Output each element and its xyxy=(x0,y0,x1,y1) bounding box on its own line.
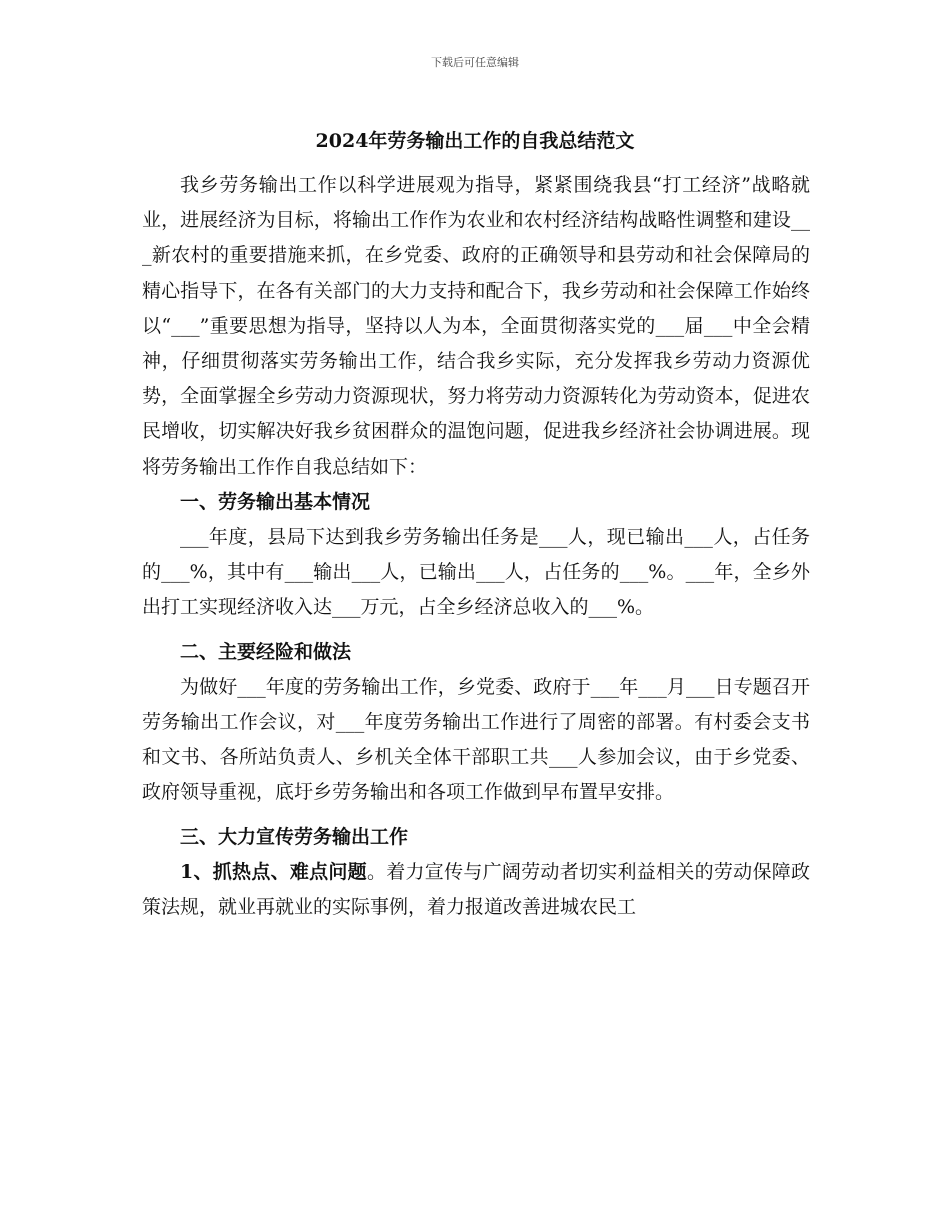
section-3-item-1-text: 。着力宣传与广阔劳动者切实利益相关的劳动保障政策法规，就业再就业的实际事例，着力报道改善进城农民工 xyxy=(142,860,810,919)
intro-paragraph: 我乡劳务输出工作以科学进展观为指导，紧紧围绕我县“打工经济”战略就业，进展经济为目标，将输出工作作为农业和农村经济结构战略性调整和建设___新农村的重要措施来抓，在乡党委、政府的正确领导和县劳动和社会保障局的精心指导下，在各有关部门的大力支持和配合下，我乡劳动和社会保障工作始终以“___”重要思想为指导，坚持以人为本，全面贯彻落实党的___届___中全会精神，仔细贯彻落实劳务输出工作，结合我乡实际，充分发挥我乡劳动力资源优势，全面掌握全乡劳动力资源现状，努力将劳动力资源转化为劳动资本，促进农民增收，切实解决好我乡贫困群众的温饱问题，促进我乡经济社会协调进展。现将劳务输出工作作自我总结如下： xyxy=(142,174,810,478)
section-3-item-1 xyxy=(142,855,810,925)
section-1-heading: 一、劳务输出基本情况 xyxy=(180,490,371,513)
header-note: 下载后可任意编辑 xyxy=(431,56,519,69)
section-3-heading: 三、大力宣传劳务输出工作 xyxy=(180,825,409,848)
page-title: 2024年劳务输出工作的自我总结范文 xyxy=(315,130,635,152)
section-2-heading: 二、主要经险和做法 xyxy=(180,640,352,663)
section-1-paragraph: ___年度，县局下达到我乡劳务输出任务是___人，现已输出___人，占任务的___%，其中有___输出___人，已输出___人，占任务的___%。___年，全乡外出打工实现经济收入达___万元，占全乡经济总收入的___%。 xyxy=(142,526,810,619)
document-body xyxy=(142,168,810,925)
section-3-item-1-lead: 1、抓热点、难点问题 xyxy=(180,860,367,883)
section-2-paragraph: 为做好___年度的劳务输出工作，乡党委、政府于___年___月___日专题召开劳务输出工作会议，对___年度劳务输出工作进行了周密的部署。有村委会支书和文书、各所站负责人、乡机关全体干部职工共___人参加会议，由于乡党委、政府领导重视，底圩乡劳务输出和各项工作做到早布置早安排。 xyxy=(142,675,810,804)
